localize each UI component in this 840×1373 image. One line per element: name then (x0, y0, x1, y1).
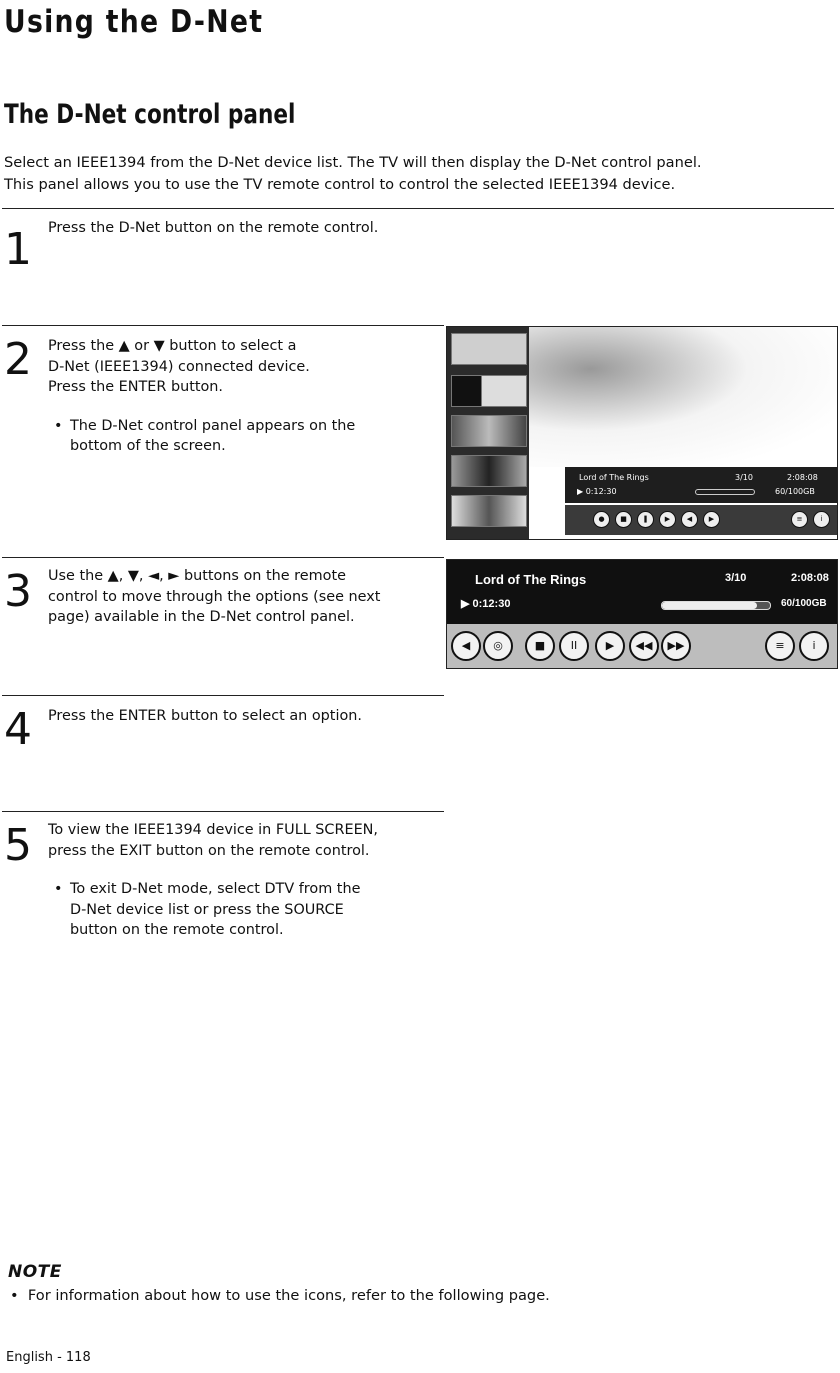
pause-icon: II (559, 631, 589, 661)
menu-icon: ≡ (791, 511, 808, 528)
step-line: Press the ▲ or ▼ button to select a (48, 338, 297, 354)
menu-icon: ≡ (765, 631, 795, 661)
mini-control-bar (565, 467, 837, 503)
step-number: 1 (4, 224, 32, 275)
step-line: control to move through the options (see next (48, 588, 381, 605)
mini-track: 3/10 (735, 473, 753, 482)
page-number: English - 118 (6, 1350, 91, 1365)
step-line: press the EXIT button on the remote control. (48, 842, 370, 859)
bullet-line: • The D-Net control panel appears on the (70, 417, 356, 434)
record-icon: ◎ (483, 631, 513, 661)
tv-screen-illustration (446, 326, 838, 540)
bullet-line: bottom of the screen. (70, 438, 226, 454)
step-line: Press the D-Net button on the remote control. (48, 220, 379, 236)
step-number: 4 (4, 704, 32, 755)
progress-bar-fill (662, 602, 757, 609)
control-button-row (447, 624, 837, 668)
step-3-text (48, 566, 438, 628)
step-line: page) available in the D-Net control panel. (48, 609, 355, 625)
rewind-icon: ◀◀ (629, 631, 659, 661)
rewind-icon: ◀ (681, 511, 698, 528)
step-number: 5 (4, 820, 32, 871)
step-line: Press the ENTER button. (48, 379, 223, 395)
divider (2, 695, 444, 696)
track-readout: 3/10 (725, 572, 747, 584)
divider (2, 557, 444, 558)
page-title: Using the D-Net (4, 4, 264, 40)
play-icon: ▶ (595, 631, 625, 661)
bullet-dot: • (10, 1287, 28, 1304)
total-time-readout: 2:08:08 (791, 572, 829, 584)
step-5-text (48, 820, 448, 941)
note-title: NOTE (8, 1262, 62, 1282)
section-title: The D-Net control panel (4, 99, 296, 130)
step-line: Press the ENTER button to select an option. (48, 708, 362, 724)
fast-forward-icon: ▶ (703, 511, 720, 528)
pause-icon: ❚ (637, 511, 654, 528)
mini-total: 2:08:08 (787, 473, 818, 482)
step-number: 3 (4, 566, 32, 617)
play-icon: ▶ (659, 511, 676, 528)
divider (2, 811, 444, 812)
step-line: Use the ▲, ▼, ◄, ► buttons on the remote (48, 568, 346, 584)
info-icon: i (813, 511, 830, 528)
stop-icon: ■ (525, 631, 555, 661)
mini-elapsed: ▶ 0:12:30 (577, 487, 617, 496)
bullet-item (48, 416, 438, 457)
bullet-line: button on the remote control. (70, 922, 284, 938)
step-1-text (48, 218, 438, 239)
divider (2, 325, 444, 326)
intro-line: This panel allows you to use the TV remote control to control the selected IEEE1394 device. (4, 176, 676, 193)
device-list-panel (447, 327, 529, 539)
step-2-text (48, 336, 438, 457)
divider (2, 208, 834, 209)
bullet-line: D-Net device list or press the SOURCE (70, 901, 344, 918)
storage-readout: 60/100GB (781, 598, 827, 609)
title-readout: Lord of The Rings (475, 572, 587, 587)
bullet-line: • To exit D-Net mode, select DTV from the (70, 881, 361, 897)
control-panel-illustration (446, 559, 838, 669)
intro-line: Select an IEEE1394 from the D-Net device list. The TV will then display the D-Net control panel. (4, 154, 702, 171)
mini-storage: 60/100GB (775, 487, 815, 496)
stop-icon: ■ (615, 511, 632, 528)
prev-icon: ◀ (451, 631, 481, 661)
intro-paragraph (4, 152, 834, 196)
info-icon: i (799, 631, 829, 661)
step-line: D-Net (IEEE1394) connected device. (48, 358, 310, 375)
progress-bar (661, 601, 771, 610)
bullet-item (48, 879, 448, 941)
elapsed-readout: ▶ 0:12:30 (461, 598, 511, 610)
note-text (10, 1287, 550, 1304)
mini-title: Lord of The Rings (579, 473, 649, 482)
step-number: 2 (4, 334, 32, 385)
note-body: For information about how to use the icons, refer to the following page. (27, 1287, 550, 1304)
step-4-text (48, 706, 438, 727)
mini-control-icons (565, 505, 837, 535)
fast-forward-icon: ▶▶ (661, 631, 691, 661)
record-icon: ● (593, 511, 610, 528)
step-line: To view the IEEE1394 device in FULL SCREEN, (48, 822, 379, 838)
